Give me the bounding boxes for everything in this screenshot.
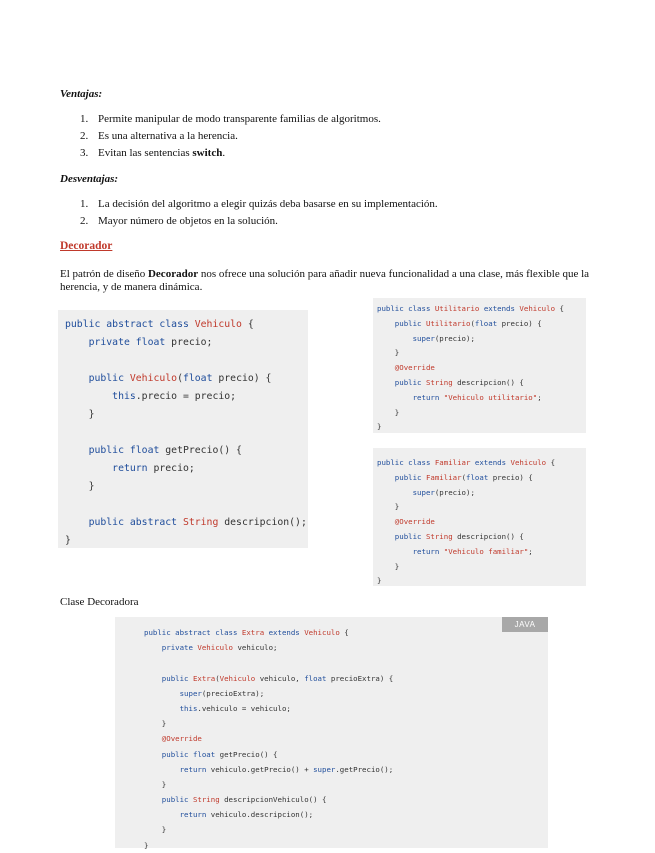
code-line: super(precio);	[377, 333, 475, 343]
code-line: public String descripcion() {	[377, 531, 524, 541]
decorador-paragraph	[60, 268, 590, 294]
code-line: }	[144, 719, 167, 729]
code-block-utilitario	[373, 298, 586, 433]
code-line: public abstract class Extra extends Vehiculo {	[144, 628, 349, 637]
code-line: private float precio;	[65, 337, 213, 348]
code-line: }	[65, 409, 95, 420]
desventajas-list	[80, 196, 438, 230]
code-line: public class Familiar extends Vehiculo {	[377, 458, 556, 467]
code-line: this.precio = precio;	[65, 391, 237, 402]
code-line: }	[144, 779, 167, 789]
code-line: @Override	[377, 517, 435, 527]
code-line: return vehiculo.getPrecio() + super.getPrecio();	[144, 764, 394, 774]
decorador-link[interactable]: Decorador	[60, 240, 113, 252]
code-line: public Familiar(float precio) {	[377, 472, 533, 482]
list-item: 1. La decisión del algoritmo a elegir quizás deba basarse en su implementación.	[80, 198, 438, 210]
code-line: private Vehiculo vehiculo;	[144, 643, 278, 653]
code-line: return precio;	[65, 463, 195, 474]
code-line: super(precio);	[377, 487, 475, 497]
code-line: public class Utilitario extends Vehiculo {	[377, 304, 564, 313]
code-line	[65, 424, 308, 442]
code-line: this.vehiculo = vehiculo;	[144, 703, 291, 713]
code-block-extra	[115, 617, 548, 848]
code-block-vehiculo	[58, 310, 308, 548]
code-line: @Override	[144, 734, 202, 744]
caption-clase-decoradora: Clase Decoradora	[60, 596, 139, 608]
list-item-text: Mayor número de objetos en la solución.	[98, 215, 278, 227]
code-line: public Extra(Vehiculo vehiculo, float precioExtra) {	[144, 673, 394, 683]
code-line: }	[144, 840, 149, 850]
list-item-end: .	[222, 147, 226, 159]
code-line: public float getPrecio() {	[144, 749, 278, 759]
code-line: public Vehiculo(float precio) {	[65, 373, 272, 384]
list-item-text: Es una alternativa a la herencia.	[98, 130, 238, 142]
list-item-text: Permite manipular de modo transparente familias de algoritmos.	[98, 113, 381, 125]
code-line: public String descripcionVehiculo() {	[144, 795, 327, 805]
code-line: public abstract class Vehiculo {	[65, 319, 254, 330]
list-item: 2. Es una alternativa a la herencia.	[80, 130, 238, 142]
code-line: }	[377, 561, 400, 571]
code-line: public abstract String descripcion();	[65, 517, 307, 528]
code-line: }	[65, 481, 95, 492]
list-item-bold: switch	[192, 147, 223, 159]
ventajas-list	[80, 111, 381, 162]
code-line	[65, 496, 308, 514]
list-item-text: Evitan las sentencias	[98, 147, 193, 159]
code-line: return vehiculo.descripcion();	[144, 810, 314, 820]
code-line: return "Vehiculo utilitario";	[377, 392, 542, 402]
code-line	[144, 655, 548, 670]
code-line: super(precioExtra);	[144, 688, 265, 698]
paragraph-bold: Decorador	[147, 268, 199, 280]
list-item: 1. Permite manipular de modo transparente familias de algoritmos.	[80, 113, 381, 125]
paragraph-text: nos ofrece una solución para añadir nueva funcionalidad a una clase, más flexible que la herencia, y de manera dinámica.	[60, 268, 590, 293]
code-line: public float getPrecio() {	[65, 445, 242, 456]
code-line: }	[377, 576, 382, 586]
code-line: }	[377, 407, 400, 417]
code-line: public String descripcion() {	[377, 377, 524, 387]
list-item: 2. Mayor número de objetos en la solución.	[80, 215, 278, 227]
code-line: @Override	[377, 363, 435, 373]
code-line: public Utilitario(float precio) {	[377, 318, 542, 328]
code-line: return "Vehiculo familiar";	[377, 546, 533, 556]
desventajas-heading: Desventajas:	[60, 173, 119, 185]
code-line: }	[377, 502, 400, 512]
code-block-familiar	[373, 448, 586, 586]
list-item: 3. Evitan las sentencias switch.	[80, 147, 226, 159]
list-item-text: La decisión del algoritmo a elegir quizás deba basarse en su implementación.	[98, 198, 438, 210]
code-line: }	[377, 348, 400, 358]
code-line	[65, 352, 308, 370]
ventajas-heading: Ventajas:	[60, 88, 103, 100]
code-line: }	[144, 825, 167, 835]
code-line: }	[377, 422, 382, 432]
language-badge: JAVA	[502, 617, 548, 632]
code-line: }	[65, 535, 71, 546]
paragraph-text: El patrón de diseño	[60, 268, 148, 280]
